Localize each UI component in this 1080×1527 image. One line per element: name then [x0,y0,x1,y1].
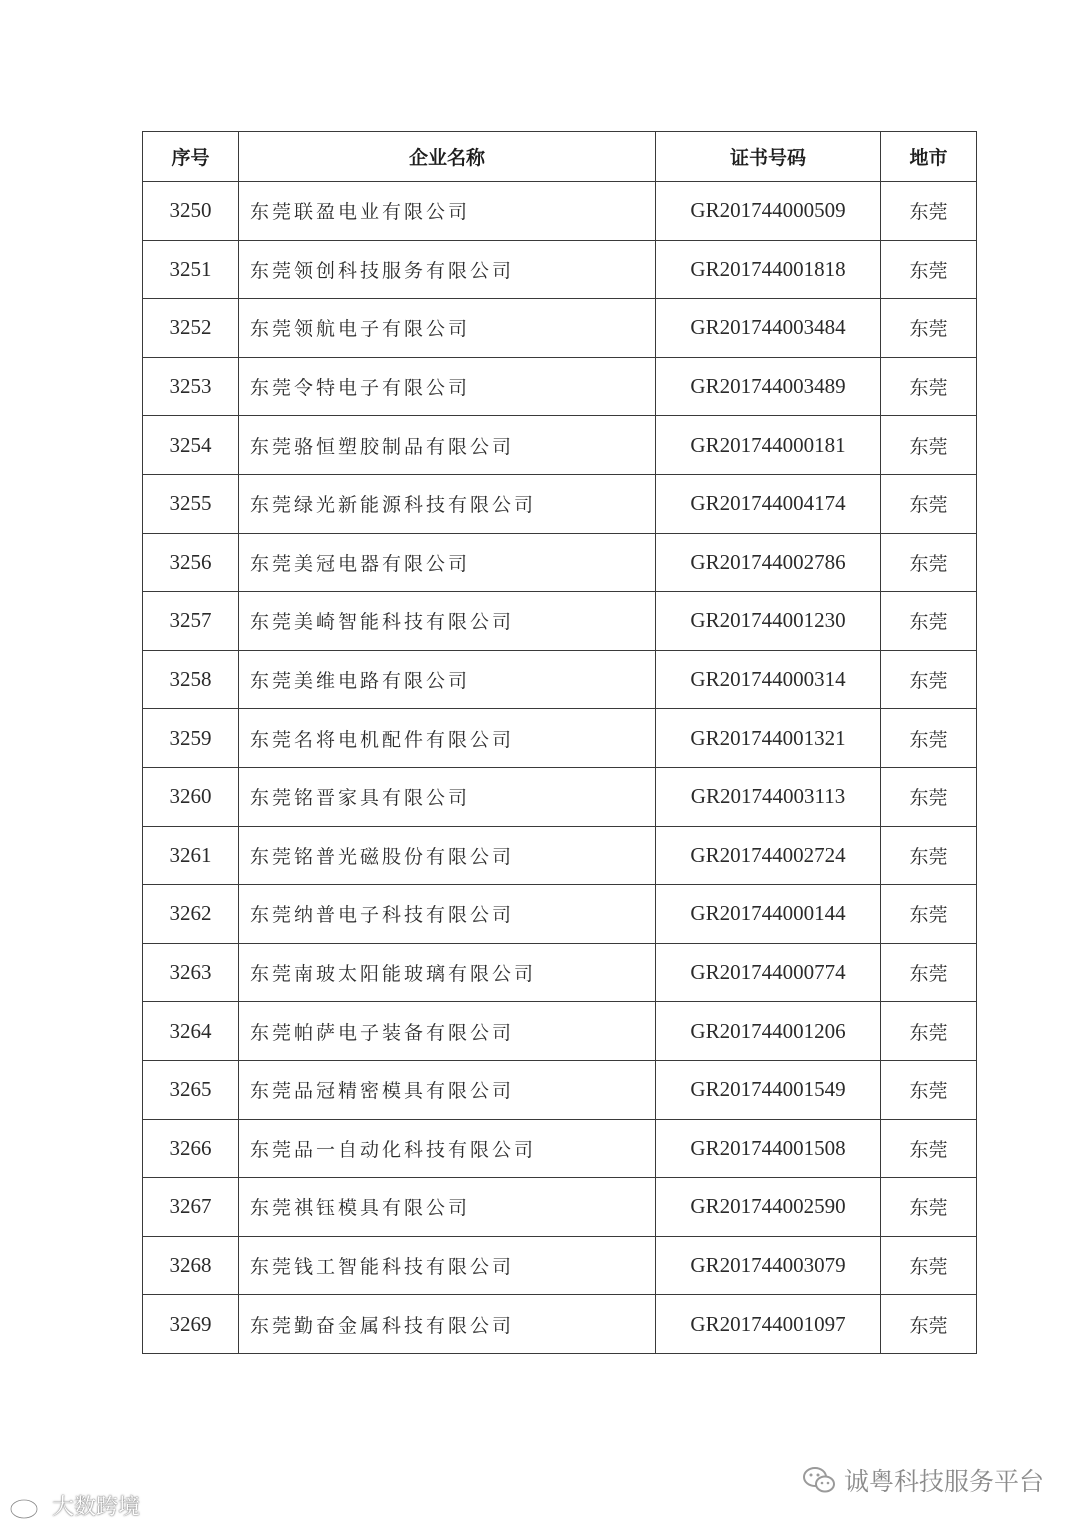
city-cell: 东莞 [881,826,977,885]
city-cell: 东莞 [881,592,977,651]
city-cell: 东莞 [881,416,977,475]
seq-cell: 3266 [143,1119,239,1178]
city-cell: 东莞 [881,1060,977,1119]
city-cell: 东莞 [881,1119,977,1178]
table-body [143,182,977,1354]
table-row [143,1002,977,1061]
seq-cell: 3258 [143,650,239,709]
seq-cell: 3254 [143,416,239,475]
seq-cell: 3262 [143,885,239,944]
company-name-cell: 东莞联盈电业有限公司 [239,182,656,241]
seq-cell: 3260 [143,767,239,826]
certificate-number-cell: GR201744003079 [656,1236,881,1295]
table-row [143,416,977,475]
certificate-number-cell: GR201744001206 [656,1002,881,1061]
table-row [143,1295,977,1354]
table-row [143,650,977,709]
city-cell: 东莞 [881,767,977,826]
company-name-cell: 东莞美维电路有限公司 [239,650,656,709]
seq-cell: 3256 [143,533,239,592]
city-cell: 东莞 [881,885,977,944]
company-name-cell: 东莞祺钰模具有限公司 [239,1178,656,1237]
header-city: 地市 [881,132,977,182]
table-row [143,299,977,358]
watermark-left-text: 大数跨境 [52,1495,141,1520]
company-name-cell: 东莞品一自动化科技有限公司 [239,1119,656,1178]
wechat-icon [802,1465,836,1495]
table-row [143,357,977,416]
city-cell: 东莞 [881,240,977,299]
certificate-number-cell: GR201744002724 [656,826,881,885]
table-row [143,826,977,885]
certificate-number-cell: GR201744001818 [656,240,881,299]
seq-cell: 3257 [143,592,239,651]
company-name-cell: 东莞帕萨电子装备有限公司 [239,1002,656,1061]
seq-cell: 3263 [143,943,239,1002]
seq-cell: 3265 [143,1060,239,1119]
table-header-row [143,132,977,182]
company-name-cell: 东莞美冠电器有限公司 [239,533,656,592]
company-name-cell: 东莞美崎智能科技有限公司 [239,592,656,651]
certificate-number-cell: GR201744002590 [656,1178,881,1237]
certificate-number-cell: GR201744001230 [656,592,881,651]
seq-cell: 3259 [143,709,239,768]
certificate-number-cell: GR201744000314 [656,650,881,709]
certificate-number-cell: GR201744000774 [656,943,881,1002]
certificate-number-cell: GR201744000181 [656,416,881,475]
header-company-name: 企业名称 [239,132,656,182]
seq-cell: 3252 [143,299,239,358]
company-name-cell: 东莞品冠精密模具有限公司 [239,1060,656,1119]
company-name-cell: 东莞勤奋金属科技有限公司 [239,1295,656,1354]
seq-cell: 3255 [143,474,239,533]
seq-cell: 3253 [143,357,239,416]
city-cell: 东莞 [881,474,977,533]
company-name-cell: 东莞令特电子有限公司 [239,357,656,416]
table-row [143,885,977,944]
certificate-number-cell: GR201744001321 [656,709,881,768]
table-row [143,474,977,533]
company-name-cell: 东莞铭晋家具有限公司 [239,767,656,826]
seq-cell: 3267 [143,1178,239,1237]
table-row [143,182,977,241]
watermark-weibo [8,1490,140,1521]
seq-cell: 3264 [143,1002,239,1061]
city-cell: 东莞 [881,357,977,416]
company-name-cell: 东莞名将电机配件有限公司 [239,709,656,768]
certificate-number-cell: GR201744001549 [656,1060,881,1119]
table-row [143,1060,977,1119]
certificate-number-cell: GR201744000144 [656,885,881,944]
seq-cell: 3261 [143,826,239,885]
table-row [143,533,977,592]
header-seq: 序号 [143,132,239,182]
company-name-cell: 东莞领创科技服务有限公司 [239,240,656,299]
city-cell: 东莞 [881,533,977,592]
seq-cell: 3250 [143,182,239,241]
table-row [143,1236,977,1295]
company-name-cell: 东莞南玻太阳能玻璃有限公司 [239,943,656,1002]
table-row [143,943,977,1002]
city-cell: 东莞 [881,1002,977,1061]
table-row [143,1178,977,1237]
watermark-wechat [802,1462,1044,1498]
city-cell: 东莞 [881,299,977,358]
table-row [143,709,977,768]
city-cell: 东莞 [881,943,977,1002]
city-cell: 东莞 [881,650,977,709]
table-row [143,1119,977,1178]
company-name-cell: 东莞绿光新能源科技有限公司 [239,474,656,533]
seq-cell: 3251 [143,240,239,299]
seq-cell: 3268 [143,1236,239,1295]
city-cell: 东莞 [881,1178,977,1237]
company-name-cell: 东莞领航电子有限公司 [239,299,656,358]
certificate-number-cell: GR201744002786 [656,533,881,592]
company-name-cell: 东莞骆恒塑胶制品有限公司 [239,416,656,475]
table-row [143,767,977,826]
certificate-number-cell: GR201744003113 [656,767,881,826]
seq-cell: 3269 [143,1295,239,1354]
certificate-number-cell: GR201744003489 [656,357,881,416]
city-cell: 东莞 [881,182,977,241]
city-cell: 东莞 [881,1236,977,1295]
certificate-number-cell: GR201744000509 [656,182,881,241]
certificate-number-cell: GR201744001508 [656,1119,881,1178]
company-name-cell: 东莞铭普光磁股份有限公司 [239,826,656,885]
certificate-table-container [142,131,976,1354]
company-name-cell: 东莞钱工智能科技有限公司 [239,1236,656,1295]
certificate-number-cell: GR201744004174 [656,474,881,533]
header-certificate-number: 证书号码 [656,132,881,182]
certificate-table [142,131,977,1354]
company-name-cell: 东莞纳普电子科技有限公司 [239,885,656,944]
certificate-number-cell: GR201744003484 [656,299,881,358]
table-row [143,240,977,299]
city-cell: 东莞 [881,1295,977,1354]
weibo-icon [8,1492,48,1520]
city-cell: 东莞 [881,709,977,768]
table-row [143,592,977,651]
certificate-number-cell: GR201744001097 [656,1295,881,1354]
watermark-right-text: 诚粤科技服务平台 [843,1467,1044,1496]
